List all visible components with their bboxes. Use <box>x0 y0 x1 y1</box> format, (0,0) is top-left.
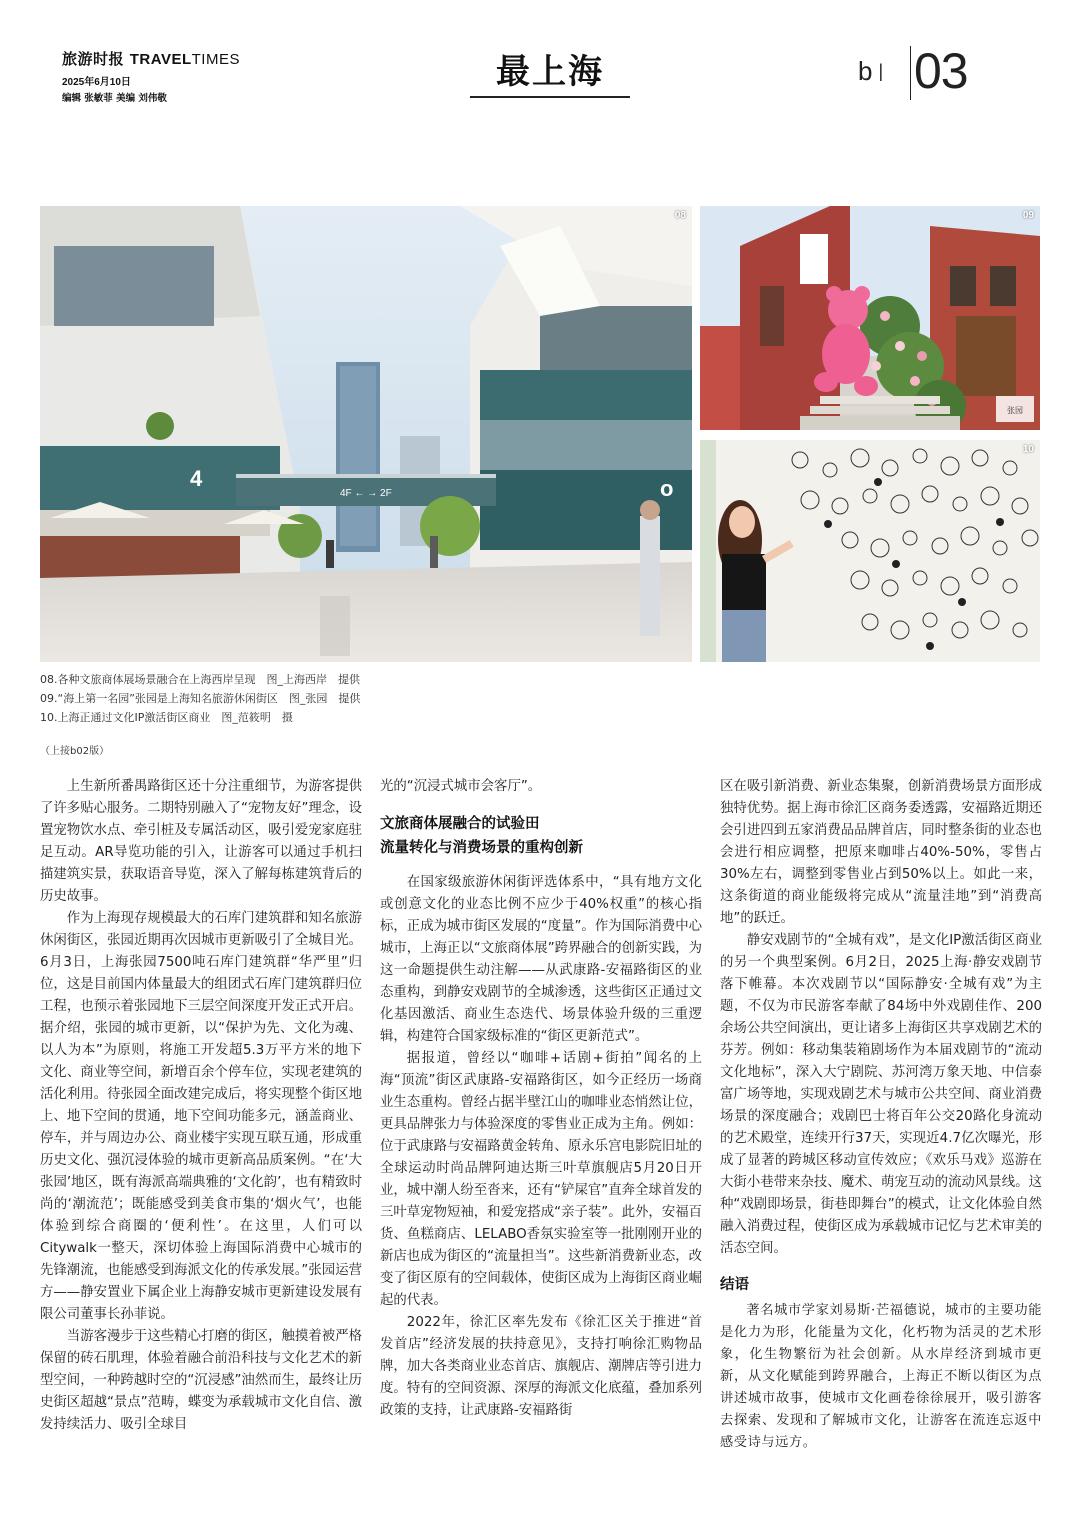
photo-zhangyuan-street <box>700 206 1040 430</box>
issue-date: 2025年6月10日 <box>62 77 131 88</box>
editors-credit: 编辑 张敏菲 美编 刘伟敬 <box>62 93 167 104</box>
caption-09: 09.“海上第一名园”张园是上海知名旅游休闲街区 图_张园 提供 <box>40 692 361 705</box>
page-divider <box>910 46 911 100</box>
photo-west-bund-plaza <box>40 206 692 662</box>
epilogue-text <box>720 1300 1042 1454</box>
title-en-light: TIMES <box>191 51 240 68</box>
photo-captions <box>40 670 680 727</box>
epilogue-heading: 结语 <box>720 1277 749 1293</box>
page-section-letter <box>858 56 889 87</box>
page-letter-sep: | <box>878 61 890 81</box>
article-column-3 <box>720 776 1042 1454</box>
col2-paragraph: 2022年，徐汇区率先发布《徐汇区关于推进“首发首店”经济发展的扶持意见》，支持打响徐汇购物品牌，加大各类商业业态首店、旗舰店、潮牌店等引进力度。特有的空间资源、深厚的海派文化底蕴，叠加系列政策的支持，让武康路-安福路街 <box>380 1315 702 1418</box>
title-en-bold: TRAVEL <box>129 51 192 68</box>
photo-label-09: 09 <box>1022 210 1034 221</box>
article-column-1 <box>40 776 362 1436</box>
col3-paragraph: 静安戏剧节的“全城有戏”，是文化IP激活街区商业的另一个典型案例。6月2日，2025上海·静安戏剧节落下帷幕。本次戏剧节以“国际静安·全城有戏”为主题，不仅为市民游客奉献了84场中外戏剧佳作、200余场公共空间演出，更让诸多上海街区共享戏剧艺术的芬芳。例如：移动集装箱剧场作为本届戏剧节的“流动文化地标”，深入大宁剧院、苏河湾万象天地、中信泰富广场等地，实现戏剧艺术与城市公共空间、商业消费场景的深度融合；戏剧巴士将百年公交20路化身流动的艺术殿堂，连续开行37天，实现近4.7亿次曝光，形成了显著的跨城区移动宣传效应；《欢乐马戏》巡游在大街小巷带来杂技、魔术、萌宠互动的流动风景线。这种“戏剧即场景，街巷即舞台”的模式，让文化体验自然融入消费过程，使街区成为承载城市记忆与艺术审美的活态空间。 <box>720 933 1042 1256</box>
caption-10: 10.上海正通过文化IP激活街区商业 图_范筱明 摄 <box>40 711 293 724</box>
page-number: 03 <box>914 43 968 99</box>
photo-label-08: 08 <box>674 210 686 221</box>
title-cn: 旅游时报 <box>62 50 125 68</box>
continued-note: （上接b02版） <box>40 746 110 757</box>
masthead <box>62 48 302 104</box>
col1-paragraph: 上生新所番禺路街区还十分注重细节，为游客提供了许多贴心服务。二期特别融入了“宠物友好”理念，设置宠物饮水点、牵引桩及专属活动区，吸引爱宠家庭驻足互动。AR导览功能的引入，让游客可以通过手机扫描建筑实景，获取语音导览，深入了解每栋建筑背后的历史故事。 <box>40 779 362 904</box>
plaza-illustration <box>40 206 692 662</box>
photo-ip-doodle-wall <box>700 440 1040 662</box>
svg-text:o: o <box>660 476 674 501</box>
subheading-line-2: 流量转化与消费场景的重构创新 <box>380 840 583 856</box>
section-subheading <box>380 812 702 860</box>
watermark-text: 张园 <box>1007 406 1023 415</box>
newspaper-title <box>62 48 302 69</box>
svg-text:4: 4 <box>190 466 203 491</box>
subheading-line-1: 文旅商体展融合的试验田 <box>380 816 540 832</box>
zhangyuan-illustration <box>700 206 1040 430</box>
caption-08: 08.各种文旅商体展场景融合在上海西岸呈现 图_上海西岸 提供 <box>40 673 360 686</box>
section-title: 最上海 <box>496 52 604 92</box>
epilogue-paragraph: 著名城市学家刘易斯·芒福德说，城市的主要功能是化力为形，化能量为文化，化朽物为活灵的艺术形象，化生物繁衍为社会创新。从水岸经济到城市更新，从文化赋能到跨界融合，上海正不断以街区为点讲述城市故事，使城市文化画卷徐徐展开，吸引游客去探索、发现和了解城市文化，让游客在流连忘返中感受诗与远方。 <box>720 1303 1042 1450</box>
col1-paragraph: 当游客漫步于这些精心打磨的街区，触摸着被严格保留的砖石肌理，体验着融合前沿科技与文化艺术的新型空间，一种跨越时空的“沉浸感”油然而生，最终让历史街区超越“景点”范畴，蝶变为承载城市文化自信、激发持续活力、吸引全球目 <box>40 1329 362 1432</box>
doodle-wall-illustration <box>700 440 1040 662</box>
photo-label-10: 10 <box>1022 444 1034 455</box>
col1-paragraph: 作为上海现存规模最大的石库门建筑群和知名旅游休闲街区，张园近期再次因城市更新吸引了全城目光。6月3日，上海张园7500吨石库门建筑群“华严里”归位，这是目前国内体量最大的组团式石库门建筑群归位工程，也预示着张园地下三层空间深度开发正式开启。据介绍，张园的城市更新，以“保护为先、文化为魂、以人为本”为原则，将施工开发超5.3万平方米的地下文化、商业等空间，新增百余个停车位，实现老建筑的活化利用。待张园全面改建完成后，将实现整个街区地上、地下空间的贯通，地下空间功能多元，涵盖商业、停车，并与周边办公、商业楼宇实现互联互通，形成重历史文化、强沉浸体验的城市更新高品质案例。“在‘大张园’地区，既有海派高端典雅的‘文化韵’，也有精致时尚的‘潮流范’；既能感受到美食市集的‘烟火气’，也能体验到综合商圈的‘便利性’。在这里，人们可以Citywalk一整天，深切体验上海国际消费中心城市的先锋潮流，也能感受到海派文化的传承发展。”张园运营方——静安置业下属企业上海静安城市更新建设发展有限公司董事长孙菲说。 <box>40 911 362 1322</box>
col3-paragraph: 区在吸引新消费、新业态集聚，创新消费场景方面形成独特优势。据上海市徐汇区商务委透露，安福路近期还会引进四到五家消费品品牌首店，同时整条街的业态也会进行相应调整，把原来咖啡占40%-50%，零售占30%左右，调整到零售业占到50%以上。如此一来，这条街道的商业能级将完成从“流量洼地”到“消费高地”的跃迁。 <box>720 779 1042 926</box>
col2-paragraph: 在国家级旅游休闲街评选体系中，“具有地方文化或创意文化的业态比例不应少于40%权重”的核心指标，正成为城市街区发展的“度量”。作为国际消费中心城市，上海正以“文旅商体展”跨界融合的创新实践，为这一命题提供生动注解——从武康路-安福路街区的业态重构，到静安戏剧节的全城渗透，这些街区正通过文化基因激活、商业生态迭代、场景体验升级的三重逻辑，构建符合国家级标准的“街区更新范式”。 <box>380 875 702 1044</box>
article-column-2 <box>380 776 702 1422</box>
svg-text:4F ← → 2F: 4F ← → 2F <box>340 488 392 499</box>
col2-paragraph: 据报道，曾经以“咖啡+话剧+街拍”闻名的上海“顶流”街区武康路-安福路街区，如今正经历一场商业生态重构。曾经占据半壁江山的咖啡业态悄然让位，更具品牌张力与体验深度的零售业正成为主角。例如：位于武康路与安福路黄金转角、原永乐宫电影院旧址的全球运动时尚品牌阿迪达斯三叶草旗舰店5月20日开业，城中潮人纷至沓来，还有“铲屎官”直奔全球首发的三叶草宠物短袖，和爱宠搭成“亲子装”。此外，安福百货、鱼糕商店、LELABO香氛实验室等一批刚刚开业的新店也成为街区的“流量担当”。这些新消费新业态，改变了街区原有的空间载体，使街区成为上海街区商业崛起的代表。 <box>380 1051 702 1308</box>
col2-lead: 光的“沉浸式城市会客厅”。 <box>380 779 542 794</box>
section-title-underline <box>470 96 630 98</box>
page-letter-text: b <box>858 56 879 86</box>
